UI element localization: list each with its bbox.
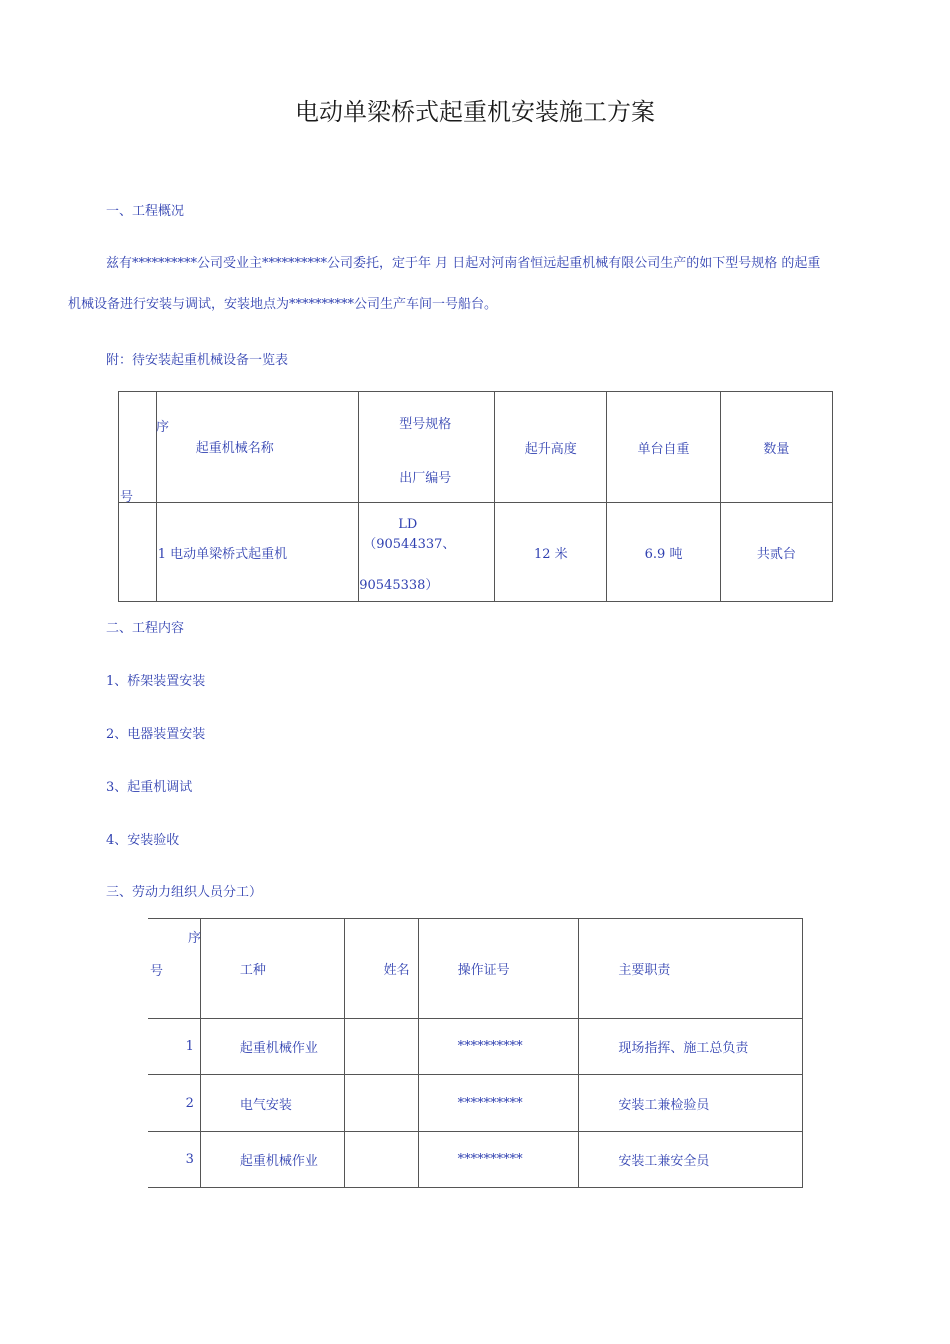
row-qty: 共贰台	[720, 503, 832, 602]
header-serial: 出厂编号	[399, 471, 452, 486]
row-model-line-2: （90544337、	[363, 537, 456, 552]
attachment-caption: 附：待安装起重机械设备一览表	[106, 353, 289, 368]
t2-row-type: 起重机械作业	[200, 1019, 344, 1075]
t2-row-seq: 1	[148, 1019, 200, 1075]
t2-row-name	[344, 1075, 418, 1132]
table-row	[148, 1075, 803, 1132]
t2-row-cert: **********	[418, 1019, 579, 1075]
page-title: 电动单梁桥式起重机安装施工方案	[295, 98, 655, 126]
row-equipment-name: 1 电动单梁桥式起重机	[156, 503, 359, 602]
content-item-1: 1、桥架装置安装	[106, 674, 206, 689]
t2-header-type: 工种	[200, 919, 344, 1019]
t2-row-cert: **********	[418, 1075, 579, 1132]
header-height: 起升高度	[495, 392, 607, 503]
labor-table	[148, 918, 803, 1188]
header-model: 型号规格	[399, 417, 452, 432]
row-seq-cell	[119, 503, 157, 602]
header-weight: 单台自重	[607, 392, 720, 503]
header-name: 起重机械名称	[195, 441, 274, 456]
header-seq-cell	[119, 392, 170, 505]
t2-row-name	[344, 1019, 418, 1075]
row-weight: 6.9 吨	[607, 503, 720, 602]
t2-row-seq: 2	[148, 1075, 200, 1132]
header-seq-top: 序	[156, 420, 170, 435]
t2-header-seq-cell	[148, 919, 200, 1019]
t2-row-name	[344, 1132, 418, 1188]
row-model-line-1: LD	[398, 517, 418, 532]
row-model-cell	[359, 503, 495, 602]
t2-header-seq-bottom: 号	[150, 964, 164, 979]
t2-row-duty: 安装工兼安全员	[579, 1132, 803, 1188]
header-qty: 数量	[720, 392, 832, 503]
content-item-2: 2、电器装置安装	[106, 727, 206, 742]
section-2-heading: 二、工程内容	[106, 621, 185, 636]
t2-row-duty: 现场指挥、施工总负责	[579, 1019, 803, 1075]
table-row	[148, 1132, 803, 1188]
overview-paragraph-line-2: 机械设备进行安装与调试，安装地点为**********公司生产车间一号船台。	[68, 297, 498, 312]
row-model-line-3: 90545338）	[359, 578, 439, 593]
header-name-cell	[156, 392, 359, 503]
t2-row-type: 电气安装	[200, 1075, 344, 1132]
t2-header-cert: 操作证号	[418, 919, 579, 1019]
t2-row-cert: **********	[418, 1132, 579, 1188]
t2-row-type: 起重机械作业	[200, 1132, 344, 1188]
t2-header-name: 姓名	[344, 919, 418, 1019]
t2-header-duty: 主要职责	[579, 919, 803, 1019]
section-3-heading: 三、劳动力组织人员分工）	[106, 885, 263, 900]
content-item-4: 4、安装验收	[106, 833, 180, 848]
content-item-3: 3、起重机调试	[106, 780, 193, 795]
equipment-table	[118, 391, 833, 602]
t2-row-duty: 安装工兼检验员	[579, 1075, 803, 1132]
table-row	[148, 1019, 803, 1075]
row-height: 12 米	[495, 503, 607, 602]
t2-header-seq-top: 序	[188, 931, 202, 946]
overview-paragraph-line-1: 兹有**********公司受业主**********公司委托，定于年 月 日起对河南省恒远起重机械有限公司生产的如下型号规格 的起重	[106, 256, 821, 271]
header-seq-bottom: 号	[120, 490, 134, 505]
t2-row-seq: 3	[148, 1132, 200, 1188]
section-1-heading: 一、工程概况	[106, 204, 185, 219]
header-model-cell	[359, 392, 495, 503]
